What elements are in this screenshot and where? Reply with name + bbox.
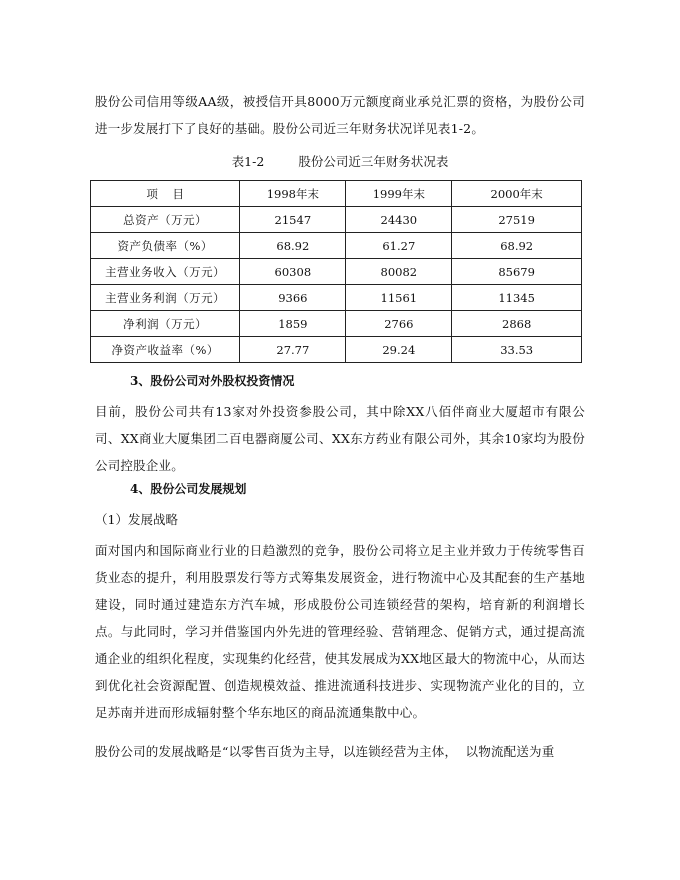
cell-1998: 1859 [240,311,346,337]
row-label: 资产负债率（%） [91,233,240,259]
cell-1998: 9366 [240,285,346,311]
cell-1999: 29.24 [346,337,452,363]
financial-table [90,180,582,363]
cell-2000: 68.92 [452,233,582,259]
table-row [91,259,582,285]
header-2000: 2000年末 [452,181,582,207]
row-label: 净资产收益率（%） [91,337,240,363]
cell-2000: 85679 [452,259,582,285]
table-row [91,311,582,337]
cell-1998: 27.77 [240,337,346,363]
cell-1999: 2766 [346,311,452,337]
table-caption-title: 股份公司近三年财务状况表 [298,154,449,169]
intro-paragraph: 股份公司信用等级AA级，被授信开具8000万元额度商业承兑汇票的资格，为股份公司进一步发展打下了良好的基础。股份公司近三年财务状况详见表1-2。 [95,94,585,136]
header-item: 项 目 [91,181,240,207]
table-caption-number: 表1-2 [231,154,265,169]
strategy-tail-paragraph: 股份公司的发展战略是“以零售百货为主导，以连锁经营为主体， 以物流配送为重 [95,744,555,759]
cell-1999: 61.27 [346,233,452,259]
section-heading-plan: 4、股份公司发展规划 [130,482,247,496]
table-caption [0,152,680,172]
strategy-paragraph: 面对国内和国际商业行业的日趋激烈的竞争，股份公司将立足主业并致力于传统零售百货业态的提升，利用股票发行等方式筹集发展资金，进行物流中心及其配套的生产基地建设，同时通过建造东方汽车城，形成股份公司连锁经营的架构，培育新的利润增长点。与此同时，学习并借鉴国内外先进的管理经验、营销理念、促销方式，通过提高流通企业的组织化程度，实现集约化经营，使其发展成为XX地区最大的物流中心，从而达到优化社会资源配置、创造规模效益、推进流通科技进步、实现物流产业化的目的，立足苏南并进而形成辐射整个华东地区的商品流通集散中心。 [95,543,585,720]
row-label: 主营业务收入（万元） [91,259,240,285]
cell-2000: 11345 [452,285,582,311]
cell-1999: 80082 [346,259,452,285]
header-1998: 1998年末 [240,181,346,207]
cell-1999: 24430 [346,207,452,233]
table-row [91,233,582,259]
table-row [91,285,582,311]
row-label: 总资产（万元） [91,207,240,233]
cell-2000: 33.53 [452,337,582,363]
header-1999: 1999年末 [346,181,452,207]
cell-2000: 27519 [452,207,582,233]
cell-1998: 68.92 [240,233,346,259]
table-row [91,337,582,363]
subheading-strategy: （1）发展战略 [95,512,178,527]
section-heading-investment: 3、股份公司对外股权投资情况 [130,374,295,388]
row-label: 主营业务利润（万元） [91,285,240,311]
table-row [91,207,582,233]
cell-2000: 2868 [452,311,582,337]
table-header-row [91,181,582,207]
cell-1998: 60308 [240,259,346,285]
row-label: 净利润（万元） [91,311,240,337]
cell-1998: 21547 [240,207,346,233]
cell-1999: 11561 [346,285,452,311]
investment-paragraph: 目前，股份公司共有13家对外投资参股公司，其中除XX八佰伴商业大厦超市有限公司、XX商业大厦集团二百电器商厦公司、XX东方药业有限公司外，其余10家均为股份公司控股企业。 [95,404,585,473]
